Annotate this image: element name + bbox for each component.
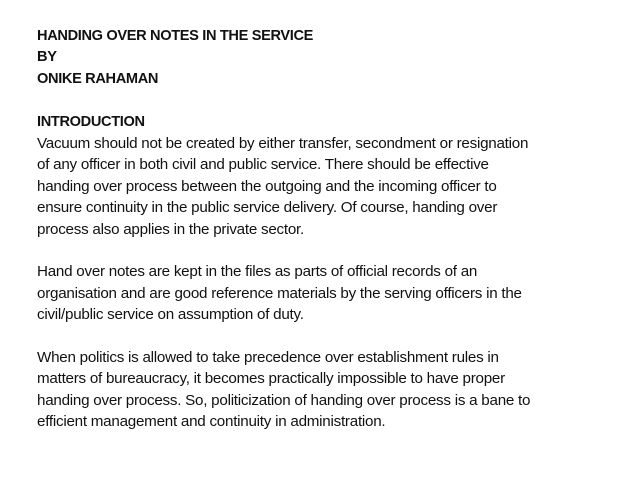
author-name: ONIKE RAHAMAN bbox=[37, 70, 159, 87]
paragraph-line: When politics is allowed to take precedence over establishment rules in bbox=[37, 348, 499, 366]
document-slide bbox=[37, 26, 627, 432]
paragraph-line: Hand over notes are kept in the files as parts of official records of an bbox=[37, 263, 478, 281]
document-title: HANDING OVER NOTES IN THE SERVICE bbox=[37, 28, 314, 44]
paragraph-2 bbox=[37, 261, 627, 325]
paragraph-3 bbox=[37, 347, 627, 433]
spacer bbox=[37, 325, 627, 346]
paragraph-line: efficient management and continuity in administration. bbox=[37, 413, 386, 431]
paragraph-line: process also applies in the private sector. bbox=[37, 220, 304, 238]
paragraph-line: of any officer in both civil and public service. There should be effective bbox=[37, 156, 489, 174]
spacer bbox=[37, 240, 627, 261]
byline-label: BY bbox=[37, 49, 57, 66]
paragraph-line: civil/public service on assumption of duty. bbox=[37, 306, 304, 324]
paragraph-line: matters of bureaucracy, it becomes practically impossible to have proper bbox=[37, 370, 505, 388]
paragraph-1 bbox=[37, 133, 627, 240]
section-heading: INTRODUCTION bbox=[37, 113, 145, 130]
paragraph-line: handing over process. So, politicization of handing over process is a bane to bbox=[37, 391, 531, 409]
paragraph-line: handing over process between the outgoing and the incoming officer to bbox=[37, 177, 497, 195]
paragraph-line: ensure continuity in the public service delivery. Of course, handing over bbox=[37, 199, 498, 217]
spacer bbox=[37, 90, 627, 111]
paragraph-line: Vacuum should not be created by either transfer, secondment or resignation bbox=[37, 134, 529, 152]
paragraph-line: organisation and are good reference materials by the serving officers in the bbox=[37, 284, 522, 302]
